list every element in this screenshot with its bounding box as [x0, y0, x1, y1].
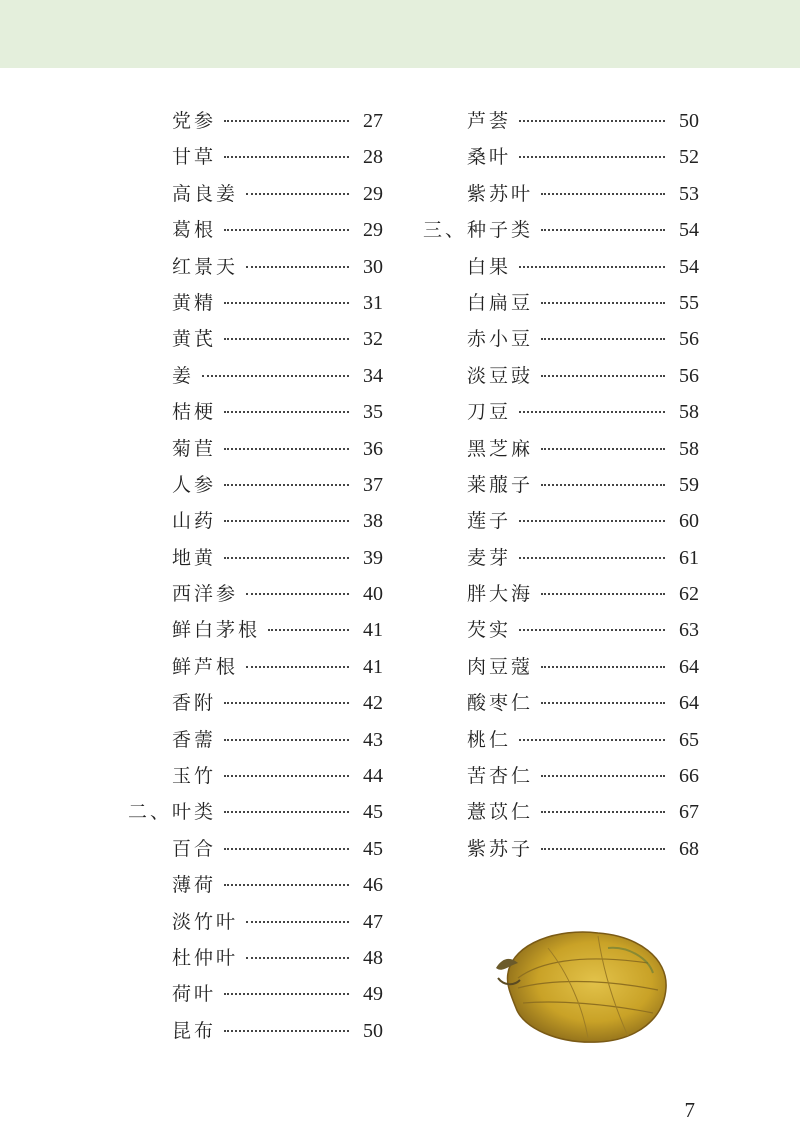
- toc-entry-title: 二、叶类: [128, 801, 217, 824]
- toc-entry: [128, 685, 383, 721]
- toc-entry-title: 地黄: [172, 546, 217, 569]
- toc-entry-title: 芦荟: [467, 110, 512, 132]
- toc-entry-page: 66: [679, 765, 699, 788]
- toc-entry: [128, 321, 383, 357]
- toc-entry-title: 肉豆蔻: [467, 655, 534, 678]
- toc-entry: [423, 212, 699, 248]
- toc-dot-leader: [246, 193, 349, 195]
- toc-column-left: [128, 103, 383, 1049]
- toc-entry-page: 59: [679, 473, 699, 496]
- toc-entry: [423, 176, 699, 212]
- toc-entry: [128, 212, 383, 248]
- toc-entry-title: 昆布: [172, 1019, 217, 1042]
- toc-entry-title: 高良姜: [172, 182, 239, 205]
- toc-entry-page: 50: [363, 1019, 383, 1042]
- toc-entry-page: 52: [679, 146, 699, 169]
- toc-entry-title: 红景天: [172, 255, 239, 278]
- toc-dot-leader: [268, 629, 349, 631]
- toc-entry-title: 淡竹叶: [172, 910, 239, 933]
- toc-dot-leader: [224, 1030, 349, 1032]
- toc-dot-leader: [224, 302, 349, 304]
- toc-entry-title: 薏苡仁: [467, 801, 534, 824]
- toc-entry-title: 淡豆豉: [467, 364, 534, 387]
- toc-entry-title: 姜: [172, 364, 195, 387]
- toc-dot-leader: [541, 229, 665, 231]
- toc-entry-title: 香薷: [172, 728, 217, 751]
- header-band: [0, 0, 800, 68]
- toc-entry: [423, 722, 699, 758]
- toc-entry: [128, 503, 383, 539]
- toc-entry-title: 党参: [172, 110, 217, 132]
- toc-entry-page: 38: [363, 510, 383, 533]
- toc-entry-page: 29: [363, 219, 383, 242]
- toc-dot-leader: [541, 375, 665, 377]
- toc-entry-title: 菊苣: [172, 437, 217, 460]
- toc-entry-page: 35: [363, 401, 383, 424]
- toc-entry: [128, 722, 383, 758]
- toc-entry-title: 荷叶: [172, 983, 217, 1006]
- toc-entry-title: 黄精: [172, 291, 217, 314]
- toc-entry-title: 赤小豆: [467, 328, 534, 351]
- toc-entry-title: 山药: [172, 510, 217, 533]
- toc-entry: [128, 794, 383, 830]
- toc-dot-leader: [541, 302, 665, 304]
- toc-entry-page: 34: [363, 364, 383, 387]
- toc-entry-title: 鲜白茅根: [172, 619, 261, 642]
- toc-dot-leader: [246, 957, 349, 959]
- toc-entry: [423, 358, 699, 394]
- toc-entry: [423, 321, 699, 357]
- toc-entry-title: 酸枣仁: [467, 692, 534, 715]
- toc-dot-leader: [224, 229, 349, 231]
- toc-entry-title: 白扁豆: [467, 291, 534, 314]
- toc-entry: [128, 831, 383, 867]
- toc-column-right: [423, 103, 699, 867]
- toc-dot-leader: [224, 448, 349, 450]
- toc-entry-page: 46: [363, 874, 383, 897]
- toc-entry-page: 42: [363, 692, 383, 715]
- toc-entry-page: 48: [363, 946, 383, 969]
- toc-entry-title: 莱菔子: [467, 473, 534, 496]
- toc-dot-leader: [224, 739, 349, 741]
- toc-entry-page: 45: [363, 801, 383, 824]
- toc-entry-page: 65: [679, 728, 699, 751]
- toc-dot-leader: [519, 156, 665, 158]
- toc-entry-title: 西洋参: [172, 583, 239, 606]
- toc-entry: [128, 540, 383, 576]
- toc-entry-title: 刀豆: [467, 401, 512, 424]
- toc-dot-leader: [224, 520, 349, 522]
- page-number: 7: [684, 1098, 695, 1122]
- toc-entry: [128, 1013, 383, 1049]
- toc-entry-page: 45: [363, 837, 383, 860]
- toc-entry-page: 56: [679, 328, 699, 351]
- toc-entry-page: 60: [679, 510, 699, 533]
- toc-dot-leader: [246, 266, 349, 268]
- toc-entry-title: 桑叶: [467, 146, 512, 169]
- toc-entry-page: 39: [363, 546, 383, 569]
- toc-entry: [128, 176, 383, 212]
- toc-entry-title: 杜仲叶: [172, 946, 239, 969]
- toc-entry: [423, 139, 699, 175]
- toc-entry: [128, 904, 383, 940]
- toc-entry: [423, 394, 699, 430]
- toc-dot-leader: [519, 120, 665, 122]
- toc-entry-title: 三、种子类: [423, 219, 534, 242]
- toc-dot-leader: [519, 520, 665, 522]
- toc-entry-title: 桔梗: [172, 401, 217, 424]
- toc-dot-leader: [224, 484, 349, 486]
- toc-entry: [423, 685, 699, 721]
- toc-entry-title: 人参: [172, 473, 217, 496]
- toc-entry-page: 37: [363, 473, 383, 496]
- toc-entry: [128, 358, 383, 394]
- toc-entry: [423, 649, 699, 685]
- toc-entry-page: 32: [363, 328, 383, 351]
- toc-entry-title: 芡实: [467, 619, 512, 642]
- toc-entry-page: 53: [679, 182, 699, 205]
- toc-dot-leader: [541, 593, 665, 595]
- toc-entry: [128, 649, 383, 685]
- toc-entry: [423, 503, 699, 539]
- toc-entry: [423, 540, 699, 576]
- toc-dot-leader: [541, 848, 665, 850]
- toc-entry-title: 白果: [467, 255, 512, 278]
- toc-entry-page: 43: [363, 728, 383, 751]
- toc-entry-title: 鲜芦根: [172, 655, 239, 678]
- toc-entry: [423, 794, 699, 830]
- toc-entry: [128, 467, 383, 503]
- toc-dot-leader: [224, 848, 349, 850]
- toc-entry-title: 苦杏仁: [467, 765, 534, 788]
- toc-entry-title: 玉竹: [172, 765, 217, 788]
- toc-entry: [423, 467, 699, 503]
- toc-entry-page: 62: [679, 583, 699, 606]
- toc-entry-title: 葛根: [172, 219, 217, 242]
- toc-entry-title: 甘草: [172, 146, 217, 169]
- toc-entry-page: 58: [679, 437, 699, 460]
- toc-dot-leader: [224, 775, 349, 777]
- toc-entry: [423, 612, 699, 648]
- toc-dot-leader: [224, 120, 349, 122]
- toc-entry-page: 41: [363, 619, 383, 642]
- toc-entry-title: 薄荷: [172, 874, 217, 897]
- toc-entry-page: 44: [363, 765, 383, 788]
- toc-entry: [128, 394, 383, 430]
- toc-entry-title: 桃仁: [467, 728, 512, 751]
- toc-entry-page: 58: [679, 401, 699, 424]
- toc-entry-page: 54: [679, 255, 699, 278]
- toc-dot-leader: [541, 484, 665, 486]
- toc-entry-title: 黑芝麻: [467, 437, 534, 460]
- toc-entry-page: 41: [363, 655, 383, 678]
- toc-dot-leader: [541, 775, 665, 777]
- toc-dot-leader: [246, 921, 349, 923]
- toc-dot-leader: [202, 375, 349, 377]
- toc-dot-leader: [224, 338, 349, 340]
- toc-dot-leader: [541, 338, 665, 340]
- toc-entry-page: 64: [679, 692, 699, 715]
- toc-dot-leader: [519, 411, 665, 413]
- toc-dot-leader: [541, 448, 665, 450]
- toc-dot-leader: [224, 411, 349, 413]
- toc-entry-title: 紫苏子: [467, 837, 534, 860]
- toc-entry: [423, 285, 699, 321]
- toc-entry: [423, 431, 699, 467]
- toc-entry-page: 28: [363, 146, 383, 169]
- toc-entry: [128, 867, 383, 903]
- toc-entry: [423, 576, 699, 612]
- toc-entry-page: 30: [363, 255, 383, 278]
- toc-entry: [128, 976, 383, 1012]
- toc-entry-page: 50: [679, 110, 699, 132]
- toc-entry-page: 56: [679, 364, 699, 387]
- toc-entry-page: 68: [679, 837, 699, 860]
- toc-entry-title: 麦芽: [467, 546, 512, 569]
- toc-entry-page: 54: [679, 219, 699, 242]
- toc-dot-leader: [519, 739, 665, 741]
- toc-entry-page: 61: [679, 546, 699, 569]
- toc-entry-title: 紫苏叶: [467, 182, 534, 205]
- toc-entry-title: 黄芪: [172, 328, 217, 351]
- toc-dot-leader: [224, 884, 349, 886]
- dried-leaf-bundle-image: [488, 918, 678, 1048]
- toc-dot-leader: [224, 993, 349, 995]
- toc-entry-title: 百合: [172, 837, 217, 860]
- toc-dot-leader: [224, 811, 349, 813]
- toc-dot-leader: [541, 666, 665, 668]
- toc-entry-page: 49: [363, 983, 383, 1006]
- toc-entry: [423, 758, 699, 794]
- toc-dot-leader: [224, 557, 349, 559]
- toc-entry: [128, 758, 383, 794]
- toc-dot-leader: [541, 193, 665, 195]
- toc-dot-leader: [224, 156, 349, 158]
- toc-dot-leader: [541, 811, 665, 813]
- toc-entry-page: 36: [363, 437, 383, 460]
- toc-entry: [423, 249, 699, 285]
- toc-entry-page: 63: [679, 619, 699, 642]
- toc-entry-page: 64: [679, 655, 699, 678]
- toc-dot-leader: [519, 557, 665, 559]
- toc-entry: [128, 103, 383, 139]
- toc-entry-title: 香附: [172, 692, 217, 715]
- toc-entry: [128, 431, 383, 467]
- toc-entry: [423, 103, 699, 139]
- toc-entry: [128, 576, 383, 612]
- toc-dot-leader: [246, 666, 349, 668]
- toc-dot-leader: [246, 593, 349, 595]
- toc-dot-leader: [519, 629, 665, 631]
- toc-entry: [128, 285, 383, 321]
- toc-entry-page: 47: [363, 910, 383, 933]
- toc-dot-leader: [541, 702, 665, 704]
- toc-dot-leader: [224, 702, 349, 704]
- toc-dot-leader: [519, 266, 665, 268]
- toc-entry-title: 莲子: [467, 510, 512, 533]
- toc-entry-page: 40: [363, 583, 383, 606]
- toc-entry-page: 31: [363, 291, 383, 314]
- toc-entry-page: 55: [679, 291, 699, 314]
- toc-entry-page: 29: [363, 182, 383, 205]
- toc-entry: [128, 139, 383, 175]
- toc-entry-page: 67: [679, 801, 699, 824]
- toc-entry: [423, 831, 699, 867]
- toc-entry: [128, 940, 383, 976]
- toc-entry-title: 胖大海: [467, 583, 534, 606]
- toc-entry: [128, 612, 383, 648]
- toc-entry-page: 27: [363, 110, 383, 132]
- toc-entry: [128, 249, 383, 285]
